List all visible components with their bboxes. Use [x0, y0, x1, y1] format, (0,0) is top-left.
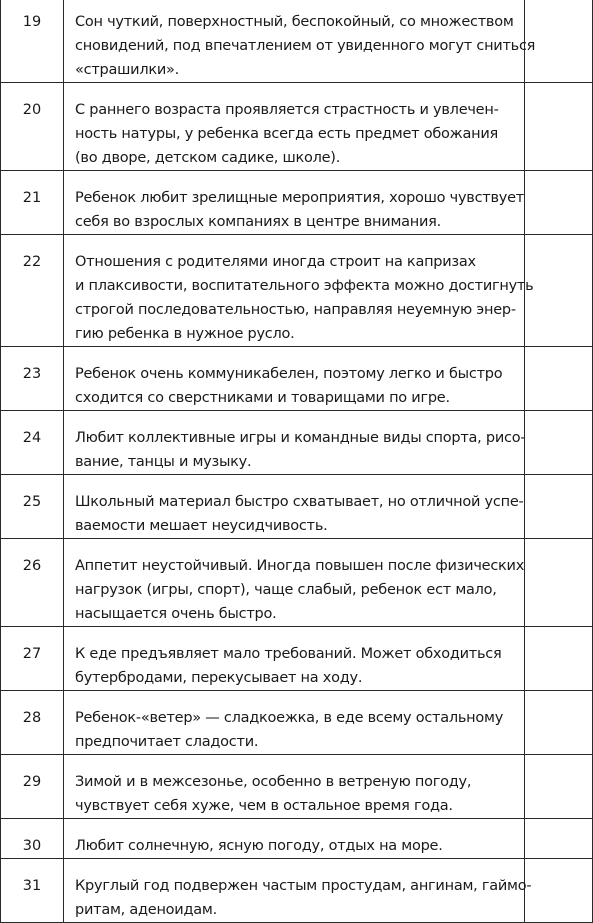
statement-line: чувствует себя хуже, чем в остальное время года.	[75, 798, 453, 814]
row-number: 26	[1, 539, 64, 627]
answer-cell[interactable]	[525, 819, 593, 859]
row-statement	[64, 171, 525, 235]
row-number: 30	[1, 819, 64, 859]
statement-line: бутербродами, перекусывает на ходу.	[75, 670, 363, 686]
statement-line: К еде предъявляет мало требований. Может обходиться	[75, 646, 502, 662]
answer-cell[interactable]	[525, 347, 593, 411]
statement-line: Любит солнечную, ясную погоду, отдых на море.	[75, 838, 443, 854]
row-number: 20	[1, 83, 64, 171]
table-row	[1, 235, 593, 347]
answer-cell[interactable]	[525, 627, 593, 691]
row-statement	[64, 235, 534, 347]
row-statement	[64, 859, 532, 923]
row-number: 29	[1, 755, 64, 819]
row-statement	[64, 0, 536, 83]
row-statement	[64, 411, 525, 475]
answer-cell[interactable]	[525, 235, 593, 347]
statement-line: (во дворе, детском садике, школе).	[75, 150, 341, 166]
statement-line: сходится со сверстниками и товарищами по игре.	[75, 390, 450, 406]
table-row	[1, 171, 593, 235]
statement-line: Ребенок любит зрелищные мероприятия, хорошо чувствует	[75, 190, 524, 206]
answer-cell[interactable]	[525, 539, 593, 627]
answer-cell[interactable]	[525, 171, 593, 235]
statement-line: предпочитает сладости.	[75, 734, 259, 750]
row-number: 25	[1, 475, 64, 539]
table-row	[1, 859, 593, 923]
statement-line: Аппетит неустойчивый. Иногда повышен после физических	[75, 558, 525, 574]
row-statement	[64, 475, 525, 539]
row-number: 24	[1, 411, 64, 475]
row-statement	[64, 347, 525, 411]
table-row	[1, 627, 593, 691]
answer-cell[interactable]	[525, 691, 593, 755]
statement-line: Ребенок-«ветер» — сладкоежка, в еде всему остальному	[75, 710, 504, 726]
answer-cell[interactable]	[525, 411, 593, 475]
row-statement	[64, 627, 525, 691]
statement-line: и плаксивости, воспитательного эффекта можно достигнуть	[75, 278, 534, 294]
statement-line: Ребенок очень коммуникабелен, поэтому легко и быстро	[75, 366, 503, 382]
row-statement	[64, 539, 525, 627]
statement-line: Школьный материал быстро схватывает, но отличной успе-	[75, 494, 524, 510]
statement-line: ваемости мешает неусидчивость.	[75, 518, 328, 534]
answer-cell[interactable]	[525, 475, 593, 539]
statement-line: ритам, аденоидам.	[75, 902, 217, 918]
table-row	[1, 691, 593, 755]
statement-line: строгой последовательностью, направляя неуемную энер-	[75, 302, 516, 318]
statement-line: Круглый год подвержен частым простудам, ангинам, гаймо-	[75, 878, 532, 894]
statement-line: Сон чуткий, поверхностный, беспокойный, со множеством	[75, 14, 514, 30]
row-statement	[64, 83, 525, 171]
table-row	[1, 539, 593, 627]
statement-line: Зимой и в межсезонье, особенно в ветреную погоду,	[75, 774, 472, 790]
statement-line: «страшилки».	[75, 62, 180, 78]
statement-line: вание, танцы и музыку.	[75, 454, 252, 470]
table-row	[1, 475, 593, 539]
table-row	[1, 0, 593, 83]
answer-cell[interactable]	[525, 859, 593, 923]
row-number: 28	[1, 691, 64, 755]
statement-line: нагрузок (игры, спорт), чаще слабый, ребенок ест мало,	[75, 582, 497, 598]
statement-line: гию ребенка в нужное русло.	[75, 326, 295, 342]
statement-line: Любит коллективные игры и командные виды спорта, рисо-	[75, 430, 526, 446]
statement-line: ность натуры, у ребенка всегда есть предмет обожания	[75, 126, 498, 142]
row-statement	[64, 755, 525, 819]
table-row	[1, 347, 593, 411]
row-statement	[64, 819, 525, 859]
row-number: 21	[1, 171, 64, 235]
statement-line: С раннего возраста проявляется страстность и увлечен-	[75, 102, 499, 118]
row-number: 27	[1, 627, 64, 691]
table-row	[1, 819, 593, 859]
row-number: 19	[1, 0, 64, 83]
table-row	[1, 411, 593, 475]
row-statement	[64, 691, 525, 755]
answer-cell[interactable]	[525, 755, 593, 819]
row-number: 31	[1, 859, 64, 923]
statement-line: сновидений, под впечатлением от увиденного могут сниться	[75, 38, 536, 54]
statement-line: себя во взрослых компаниях в центре внимания.	[75, 214, 442, 230]
table-row	[1, 83, 593, 171]
statement-line: насыщается очень быстро.	[75, 606, 277, 622]
statement-line: Отношения с родителями иногда строит на капризах	[75, 254, 476, 270]
answer-cell[interactable]	[525, 83, 593, 171]
row-number: 23	[1, 347, 64, 411]
row-number: 22	[1, 235, 64, 347]
table-row	[1, 755, 593, 819]
